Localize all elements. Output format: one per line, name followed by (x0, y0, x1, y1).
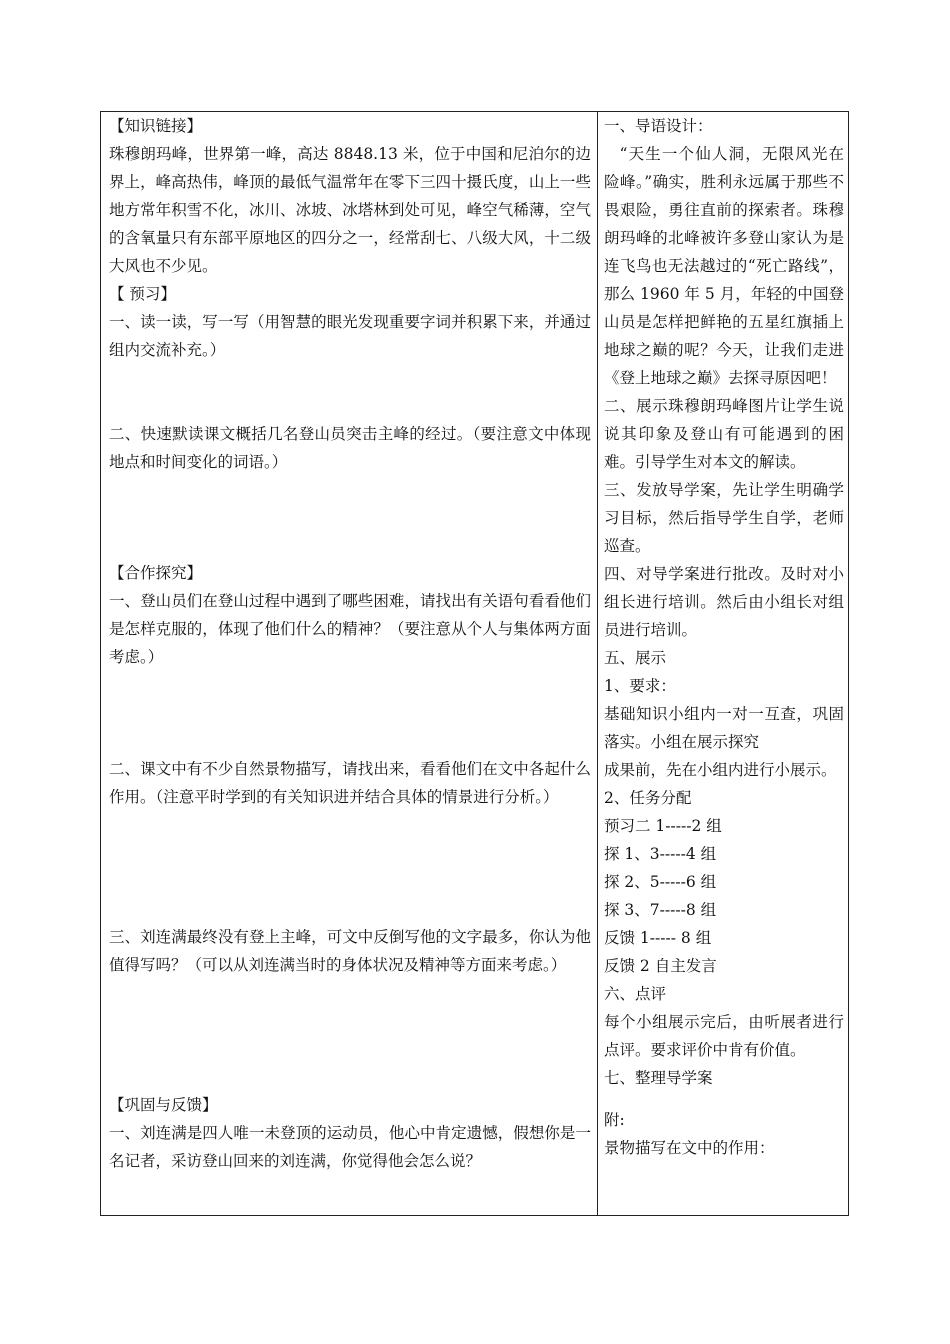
task-heading: 2、任务分配 (604, 789, 692, 807)
task-item: 探 1、3-----4 组 (604, 845, 717, 863)
answer-space (109, 979, 591, 1091)
step-5: 五、展示 (604, 649, 667, 667)
spacer (604, 1092, 844, 1106)
consolidate-question-1: 一、刘连满是四人唯一未登顶的运动员，他心中肯定遗憾，假想你是一名记者，采访登山回来的刘连满，你觉得他会怎么说？ (109, 1124, 591, 1170)
step-7: 七、整理导学案 (604, 1069, 713, 1087)
step-2: 二、展示珠穆朗玛峰图片让学生说说其印象及登山有可能遇到的困难。引导学生对本文的解读。 (604, 397, 844, 471)
step-6: 六、点评 (604, 985, 667, 1003)
intro-heading: 一、导语设计： (604, 117, 713, 135)
answer-space (109, 476, 591, 559)
cooperation-heading: 【合作探究】 (109, 564, 203, 582)
preview-heading: 【 预习】 (109, 285, 176, 303)
consolidate-heading: 【巩固与反馈】 (109, 1096, 218, 1114)
answer-space (109, 671, 591, 755)
review-text: 每个小组展示完后，由听展者进行点评。要求评价中肯有价值。 (604, 1013, 844, 1059)
cooperation-question-2: 二、课文中有不少自然景物描写，请找出来，看看他们在文中各起什么作用。（注意平时学到的有关知识进并结合具体的情景进行分析。） (109, 760, 591, 806)
task-item: 反馈 2 自主发言 (604, 957, 717, 975)
knowledge-heading: 【知识链接】 (109, 117, 203, 135)
task-item: 预习二 1-----2 组 (604, 817, 722, 835)
intro-text: “天生一个仙人洞，无限风光在险峰。”确实，胜利永远属于那些不畏艰险，勇往直前的探索者。珠穆朗玛峰的北峰被许多登山家认为是连飞鸟也无法越过的“死亡路线”，那么 1960 年 5 月，年轻的中国登山员是怎样把鲜艳的五星红旗插上地球之巅的呢？今天，让我们走进《登上地球之巅》去探寻原因吧！ (604, 145, 844, 387)
requirement-heading: 1、要求： (604, 677, 676, 695)
lesson-table (100, 111, 849, 1216)
task-item: 探 2、5-----6 组 (604, 873, 717, 891)
knowledge-text: 珠穆朗玛峰，世界第一峰，高达 8848.13 米，位于中国和尼泊尔的边界上，峰高热伟，峰顶的最低气温常年在零下三四十摄氏度，山上一些地方常年积雪不化，冰川、冰坡、冰塔林到处可见，峰空气稀薄，空气的含氧量只有东部平原地区的四分之一，经常刮七、八级大风，十二级大风也不少见。 (109, 145, 591, 275)
requirement-text-1: 基础知识小组内一对一互查，巩固落实。小组在展示探究 (604, 705, 844, 751)
step-4: 四、对导学案进行批改。及时对小组长进行培训。然后由小组长对组员进行培训。 (604, 565, 844, 639)
appendix-label: 附: (604, 1111, 625, 1129)
task-item: 探 3、7-----8 组 (604, 901, 717, 919)
answer-space (109, 811, 591, 923)
student-column (101, 112, 597, 1175)
preview-question-2: 二、快速默读课文概括几名登山员突击主峰的经过。（要注意文中体现地点和时间变化的词语。） (109, 425, 591, 471)
requirement-text-2: 成果前，先在小组内进行小展示。 (604, 761, 837, 779)
task-item: 反馈 1----- 8 组 (604, 929, 712, 947)
cooperation-question-3: 三、刘连满最终没有登上主峰，可文中反倒写他的文字最多，你认为他值得写吗？（可以从刘连满当时的身体状况及精神等方面来考虑。） (109, 928, 591, 974)
answer-space (109, 364, 591, 420)
step-3: 三、发放导学案，先让学生明确学习目标，然后指导学生自学，老师巡查。 (604, 481, 844, 555)
cooperation-question-1: 一、登山员们在登山过程中遇到了哪些困难，请找出有关语句看看他们是怎样克服的，体现了他们什么的精神？（要注意从个人与集体两方面考虑。） (109, 592, 591, 666)
preview-question-1: 一、读一读，写一写（用智慧的眼光发现重要字词并积累下来，并通过组内交流补充。） (109, 313, 591, 359)
teacher-column (598, 112, 850, 1162)
appendix-text: 景物描写在文中的作用： (604, 1139, 775, 1157)
